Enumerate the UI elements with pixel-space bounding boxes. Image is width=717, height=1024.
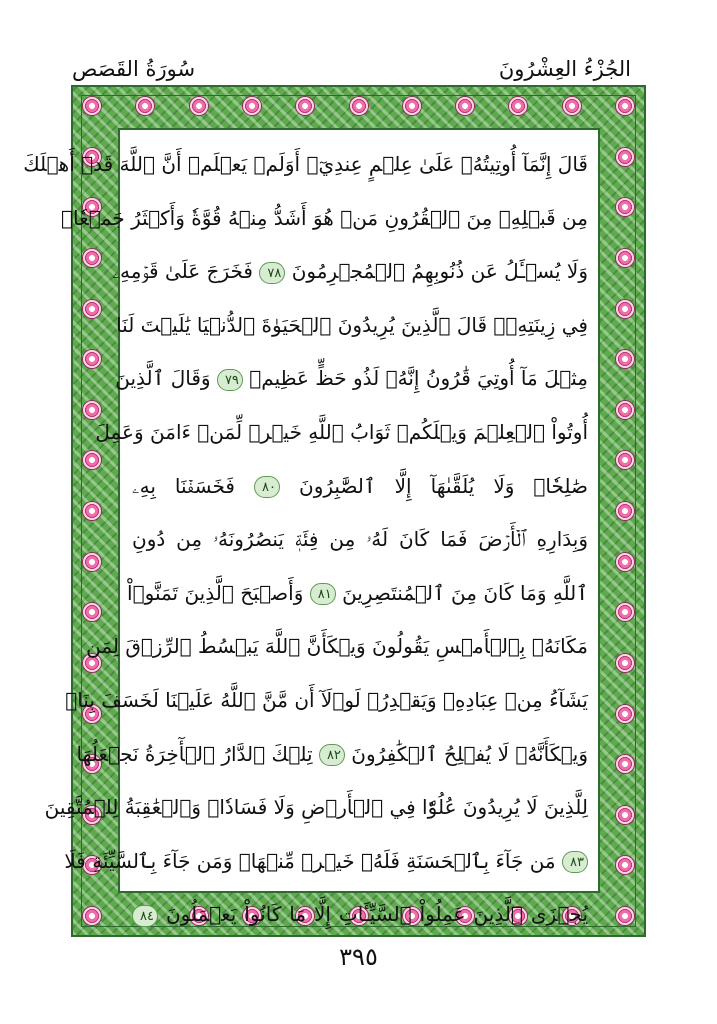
rosette-ornament [243,97,261,115]
rosette-ornament [83,300,101,318]
rosette-ornament [83,249,101,267]
verse-line [64,835,588,889]
rosette-ornament [616,907,634,925]
verse-line [127,567,588,621]
verse-line [44,781,588,835]
rosette-ornament [616,97,634,115]
verse-text: مِثۡلَ مَآ أُوتِيَ قَٰرُونُ إِنَّهُۥ لَذُو حَظٍّ عَظِيمٖ [249,366,588,391]
rosette-ornament [616,806,634,824]
verse-line [76,728,588,782]
rosette-ornament [616,249,634,267]
rosette-ornament [616,401,634,419]
ayah-number-marker: ٧٨ [259,262,285,284]
ayah-number-marker: ٨٠ [254,476,280,498]
ayah-number-marker: ٨٣ [562,851,588,873]
verse-text: مَكَانَهُۥ بِٱلۡأَمۡسِ يَقُولُونَ وَيۡكَأَنَّ ٱللَّهَ يَبۡسُطُ ٱلرِّزۡقَ لِمَن [86,634,588,659]
rosette-ornament [83,502,101,520]
rosette-ornament [83,553,101,571]
verse-line [132,513,588,567]
verse-text: فِي زِينَتِهِۦۖ قَالَ ٱلَّذِينَ يُرِيدُونَ ٱلۡحَيَوٰةَ ٱلدُّنۡيَا يَٰلَيۡتَ لَنَا [116,312,588,337]
verse-line [132,460,588,514]
juz-name: الجُزْءُ العِشْرُونَ [498,57,631,81]
verse-text-continued: فَخَسَفۡنَا بِهِۦ [132,473,235,498]
verse-text-continued: تِلۡكَ ٱلدَّارُ ٱلۡأٓخِرَةُ نَجۡعَلُهَا [76,741,313,766]
verse-lines [23,138,589,942]
verse-text: لِلَّذِينَ لَا يُرِيدُونَ عُلُوّٗا فِي ٱلۡأَرۡضِ وَلَا فَسَادٗاۚ وَٱلۡعَٰقِبَةُ لِلۡمُتَّقِينَ [44,795,588,820]
surah-name: سُورَةُ القَصَص [72,57,196,81]
verse-text-continued: فَخَرَجَ عَلَىٰ قَوۡمِهِۦ [112,259,253,284]
verse-line [132,888,588,942]
rosette-ornament [616,755,634,773]
verse-text: وَيۡكَأَنَّهُۥ لَا يُفۡلِحُ ٱلۡكَٰفِرُونَ [351,741,588,766]
ayah-number-marker: ٨٤ [132,905,158,927]
ayah-number-marker: ٨١ [310,583,336,605]
verse-text: يُجۡزَى ٱلَّذِينَ عَمِلُواْ ٱلسَّيِّـَٔاتِ إِلَّا مَا كَانُواْ يَعۡمَلُونَ [165,902,589,927]
verse-text: وَبِدَارِهِ ٱلۡأَرۡضَ فَمَا كَانَ لَهُۥ مِن فِئَةٖ يَنصُرُونَهُۥ مِن دُونِ [132,527,588,552]
ayah-number-marker: ٨٢ [319,744,345,766]
ayah-number-marker: ٧٩ [217,369,243,391]
rosette-ornament [83,97,101,115]
rosette-ornament [616,502,634,520]
verse-text: قَالَ إِنَّمَآ أُوتِيتُهُۥ عَلَىٰ عِلۡمٍ عِندِيٓۚ أَوَلَمۡ يَعۡلَمۡ أَنَّ ٱللَّهَ قَدۡ أَهۡلَكَ [23,152,588,176]
verse-line [115,352,588,406]
rosette-ornament [83,907,101,925]
rosette-ornament [83,350,101,368]
rosette-ornament [616,350,634,368]
verse-text-continued: مَن جَآءَ بِٱلۡحَسَنَةِ فَلَهُۥ خَيۡرٞ مِّنۡهَاۖ وَمَن جَآءَ بِٱلسَّيِّئَةِ فَلَا [64,848,556,873]
rosette-ornament [616,705,634,723]
rosette-ornament [616,553,634,571]
rosette-ornament [403,97,421,115]
verse-text: مِن قَبۡلِهِۦ مِنَ ٱلۡقُرُونِ مَنۡ هُوَ أَشَدُّ مِنۡهُ قُوَّةٗ وَأَكۡثَرُ جَمۡعٗاۚ [61,205,588,230]
verse-line [86,620,588,674]
verse-text: يَشَآءُ مِنۡ عِبَادِهِۦ وَيَقۡدِرُۖ لَوۡلَآ أَن مَّنَّ ٱللَّهُ عَلَيۡنَا لَخَسَفَ بِنَاۖ [65,687,588,712]
rosette-ornament [350,97,368,115]
verse-line [23,138,588,192]
rosette-ornament [190,97,208,115]
verse-text-continued: وَأَصۡبَحَ ٱلَّذِينَ تَمَنَّوۡاْ [127,580,304,605]
rosette-ornament [616,654,634,672]
rosette-ornament [456,97,474,115]
rosette-ornament [616,148,634,166]
page-number: ٣٩٥ [339,943,378,971]
rosette-ornament [616,300,634,318]
verse-line [95,406,588,460]
rosette-ornament [563,97,581,115]
verse-text: أُوتُواْ ٱلۡعِلۡمَ وَيۡلَكُمۡ ثَوَابُ ٱللَّهِ خَيۡرٞ لِّمَنۡ ءَامَنَ وَعَمِلَ [95,419,588,444]
verse-text: صَٰلِحٗاۚ وَلَا يُلَقَّىٰهَآ إِلَّا ٱلصَّٰبِرُونَ [299,473,589,498]
verse-text-continued: وَقَالَ ٱلَّذِينَ [115,366,211,391]
verse-text: ٱللَّهِ وَمَا كَانَ مِنَ ٱلۡمُنتَصِرِينَ [342,580,588,605]
verse-text: وَلَا يُسۡـَٔلُ عَن ذُنُوبِهِمُ ٱلۡمُجۡرِمُونَ [291,259,588,284]
verse-line [112,245,588,299]
verse-line [116,299,588,353]
verse-line [61,192,588,246]
verse-line [65,674,588,728]
